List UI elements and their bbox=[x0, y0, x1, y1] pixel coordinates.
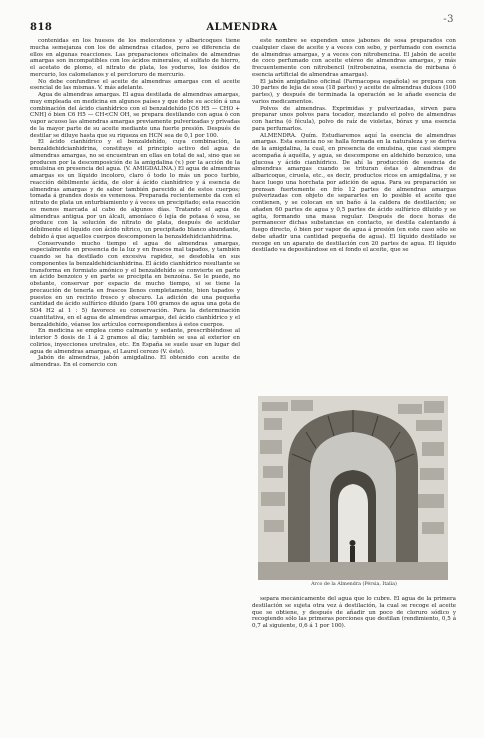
paragraph: este nombre se expenden unos jabones de sosa preparados con cualquier clase de aceite y a veces con sebo, y perfumado con esencia de almendras amargas, y a veces con nitrobencina. El jabón de aceite de coco perfumado con aceite etéreo de almendras amargas, y más frecuentemente con nitrobencil (nitrobenzina, esencia de mirbana ó esencia artificial de almendras amargas). bbox=[252, 38, 456, 78]
paragraph: separa mecánicamente del agua que lo cubre. El agua de la primera destilación se sujeta otra vez á destilación, la cual se recoge el aceite que se obtiene, y después de añadir un poco de cloruro sódico y recogiendo sólo las primeras porciones que destilan (rendimiento, 0,5 á 0,7 al siguiente, 0,6 á 1 por 100). bbox=[252, 596, 456, 629]
page-header bbox=[30, 14, 454, 36]
corner-mark: -3 bbox=[443, 14, 454, 25]
paragraph: ALMENDRA. Quím. Estudiaremos aquí la esencia de almendras amargas. Esta esencia no se halla formada en la naturaleza y se deriva de la amigdalina, la cual, en presencia de emulsina, que casi siempre acompaña á aquélla, y agua, se descompone en aldehído benzoico, una glucosa y ácido cianhídrico. De ahí la producción de esencia de almendras amargas cuando se trituran éstas ó almendras de albaricoque, ciruela, etc., es decir, productos ricos en amigdalina, y se hace luego una horchata por adición de agua. Para su preparación se prensan fuertemente en frío 12 partes de almendras amargas pulverizadas con objeto de separarles en lo posible el aceite que contienen, y se colocan en un baño á la caldera de destilación; se añaden 60 partes de agua y 0,5 partes de ácido sulfúrico diluido y se agita, formando una masa regular. Después de doce horas de permanecer dichas substancias en contacto, se destila calentando á fuego directo, ó bien por vapor de agua á presión (en este caso sólo se debe añadir una cantidad pequeña de agua). El líquido destilado se recoge en un aparato de destilación con 20 partes de agua. El líquido destilado va depositándose en el fondo el aceite, que se bbox=[252, 132, 456, 254]
left-column bbox=[30, 38, 240, 718]
paragraph: Polvos de almendras. Exprimidas y pulverizadas, sirven para preparar unos polvos para tocador, mezclando el polvo de almendras con harina (ó fécula), polvo de raíz de violetas, bórax y una esencia para perfumarlos. bbox=[252, 105, 456, 132]
paragraph: En medicina se emplea como calmante y sedante, prescribiéndose al interior 5 dosis de 1 á 2 gramos al día; también se usa al exterior en colirios, inyecciones uretrales, etc. En España se suele usar en lugar del agua de almendras amargas, el Laurel cerezo (V. éste). bbox=[30, 328, 240, 355]
paragraph: El jabón amigdalino oficinal (Farmacopea española) se prepara con 30 partes de lejía de sosa (18 partes) y aceite de almendras dulces (100 partes), y después de terminada la operación se le añade esencia de varios medicamentos. bbox=[252, 78, 456, 105]
paragraph: Conservando mucho tiempo el agua de almendras amargas, especialmente en presencia de la luz y en frascos mal tapados, y también cuando se ha destilado con excesiva rapidez, se desdobla en sus componentes la benzaldehidcianhidrina. El ácido cianhídrico resultante se transforma en formiato amónico y el benzaldehído se convierte en parte en ácido benzoico y en parte se precipita en benzoína. Se le puede, no obstante, conservar por espacio de mucho tiempo, si se tiene la precaución de tenerla en frascos llenos completamente, bien tapados y puestos en un recinto fresco y obscuro. La adición de una pequeña cantidad de ácido sulfúrico diluido (para 100 gramos de agua una gota de SO4 H2 al 1 : 5) favorece su conservación. Para la determinación cuantitativa, en el agua de almendras amargas, del ácido cianhídrico y el benzaldehído, véanse los artículos correspondientes á estos cuerpos. bbox=[30, 240, 240, 328]
arch-illustration bbox=[258, 396, 448, 580]
paragraph: El ácido cianhídrico y el benzaldehído, cuya combinación, la benzaldehidcianhidrina, constituye el principio activo del agua de almendras amargas, no se encuentran en ellas en total de sal, sino que se producen por la descomposición de la amigdalina (v.) por la acción de la emulsina en presencia del agua. (V. AMIGDALINA.) El agua de almendras amargas es un líquido incoloro, claro ó todo lo más un poco turbio, reacción débilmente ácida, de olor á ácido cianhídrico y á esencia de almendras amargas y de sabor también parecido al de estos cuerpos; tomada á grandes dosis es venenosa. Preparada recientemente da con el nitrato de plata un enturbiamiento y á veces un precipitado; esta reacción es menos marcada al cabo de algunos días. Tratando el agua de almendras antigua por un álcali, amoníaco ó lejía de potasa ó sosa, se produce con la solución de nitrato de plata, después de acidular débilmente el líquido con ácido nítrico, un precipitado blanco abundante, debido á que aquellos cuerpos descomponen la benzaldehidcianhidrina. bbox=[30, 139, 240, 240]
right-column-top bbox=[252, 38, 456, 394]
right-column-bottom bbox=[252, 596, 456, 722]
paragraph: Agua de almendras amargas. El agua destilada de almendras amargas, muy empleada en medicina en algunos países y que debe su acción á una combinación del ácido cianhídrico con el benzaldehído [C6 H5 — CHO + CNH] ó bien C6 H5 — CH<CN OH, se prepara destilando con agua ó con vapor acuoso las almendras amargas previamente pulverizadas y privadas de la mayor parte de su aceite mediante una fuerte presión. Después de destilar se diluye hasta que su riqueza en HCN sea de 0,1 por 100. bbox=[30, 92, 240, 139]
paragraph: No debe confundirse el aceite de almendras amargas con el aceite esencial de las mismas. V. más adelante. bbox=[30, 78, 240, 92]
arch-photograph bbox=[258, 396, 448, 580]
page-number: 818 bbox=[30, 22, 53, 33]
paragraph: Jabón de almendras, jabón amigdalino. El obtenido con aceite de almendras. En el comercio con bbox=[30, 355, 240, 368]
running-title: ALMENDRA bbox=[206, 22, 278, 33]
figure-caption: Arco de la Almendra (Pérsia, Italia) bbox=[311, 582, 397, 587]
paragraph: contenidas en los huesos de los melocotones y albaricoques tiene mucha semejanza con los de almendras citados, pero se diferencia de ellos en algunas reacciones. Las preparaciones oficinales de almendras amargas son incompatibles con los ácidos minerales, el sulfato de hierro, el acetato de plomo, el nitrato de plata, los yoduros, los óxidos de mercurio, los calomelanos y el percloruro de mercurio. bbox=[30, 38, 240, 78]
